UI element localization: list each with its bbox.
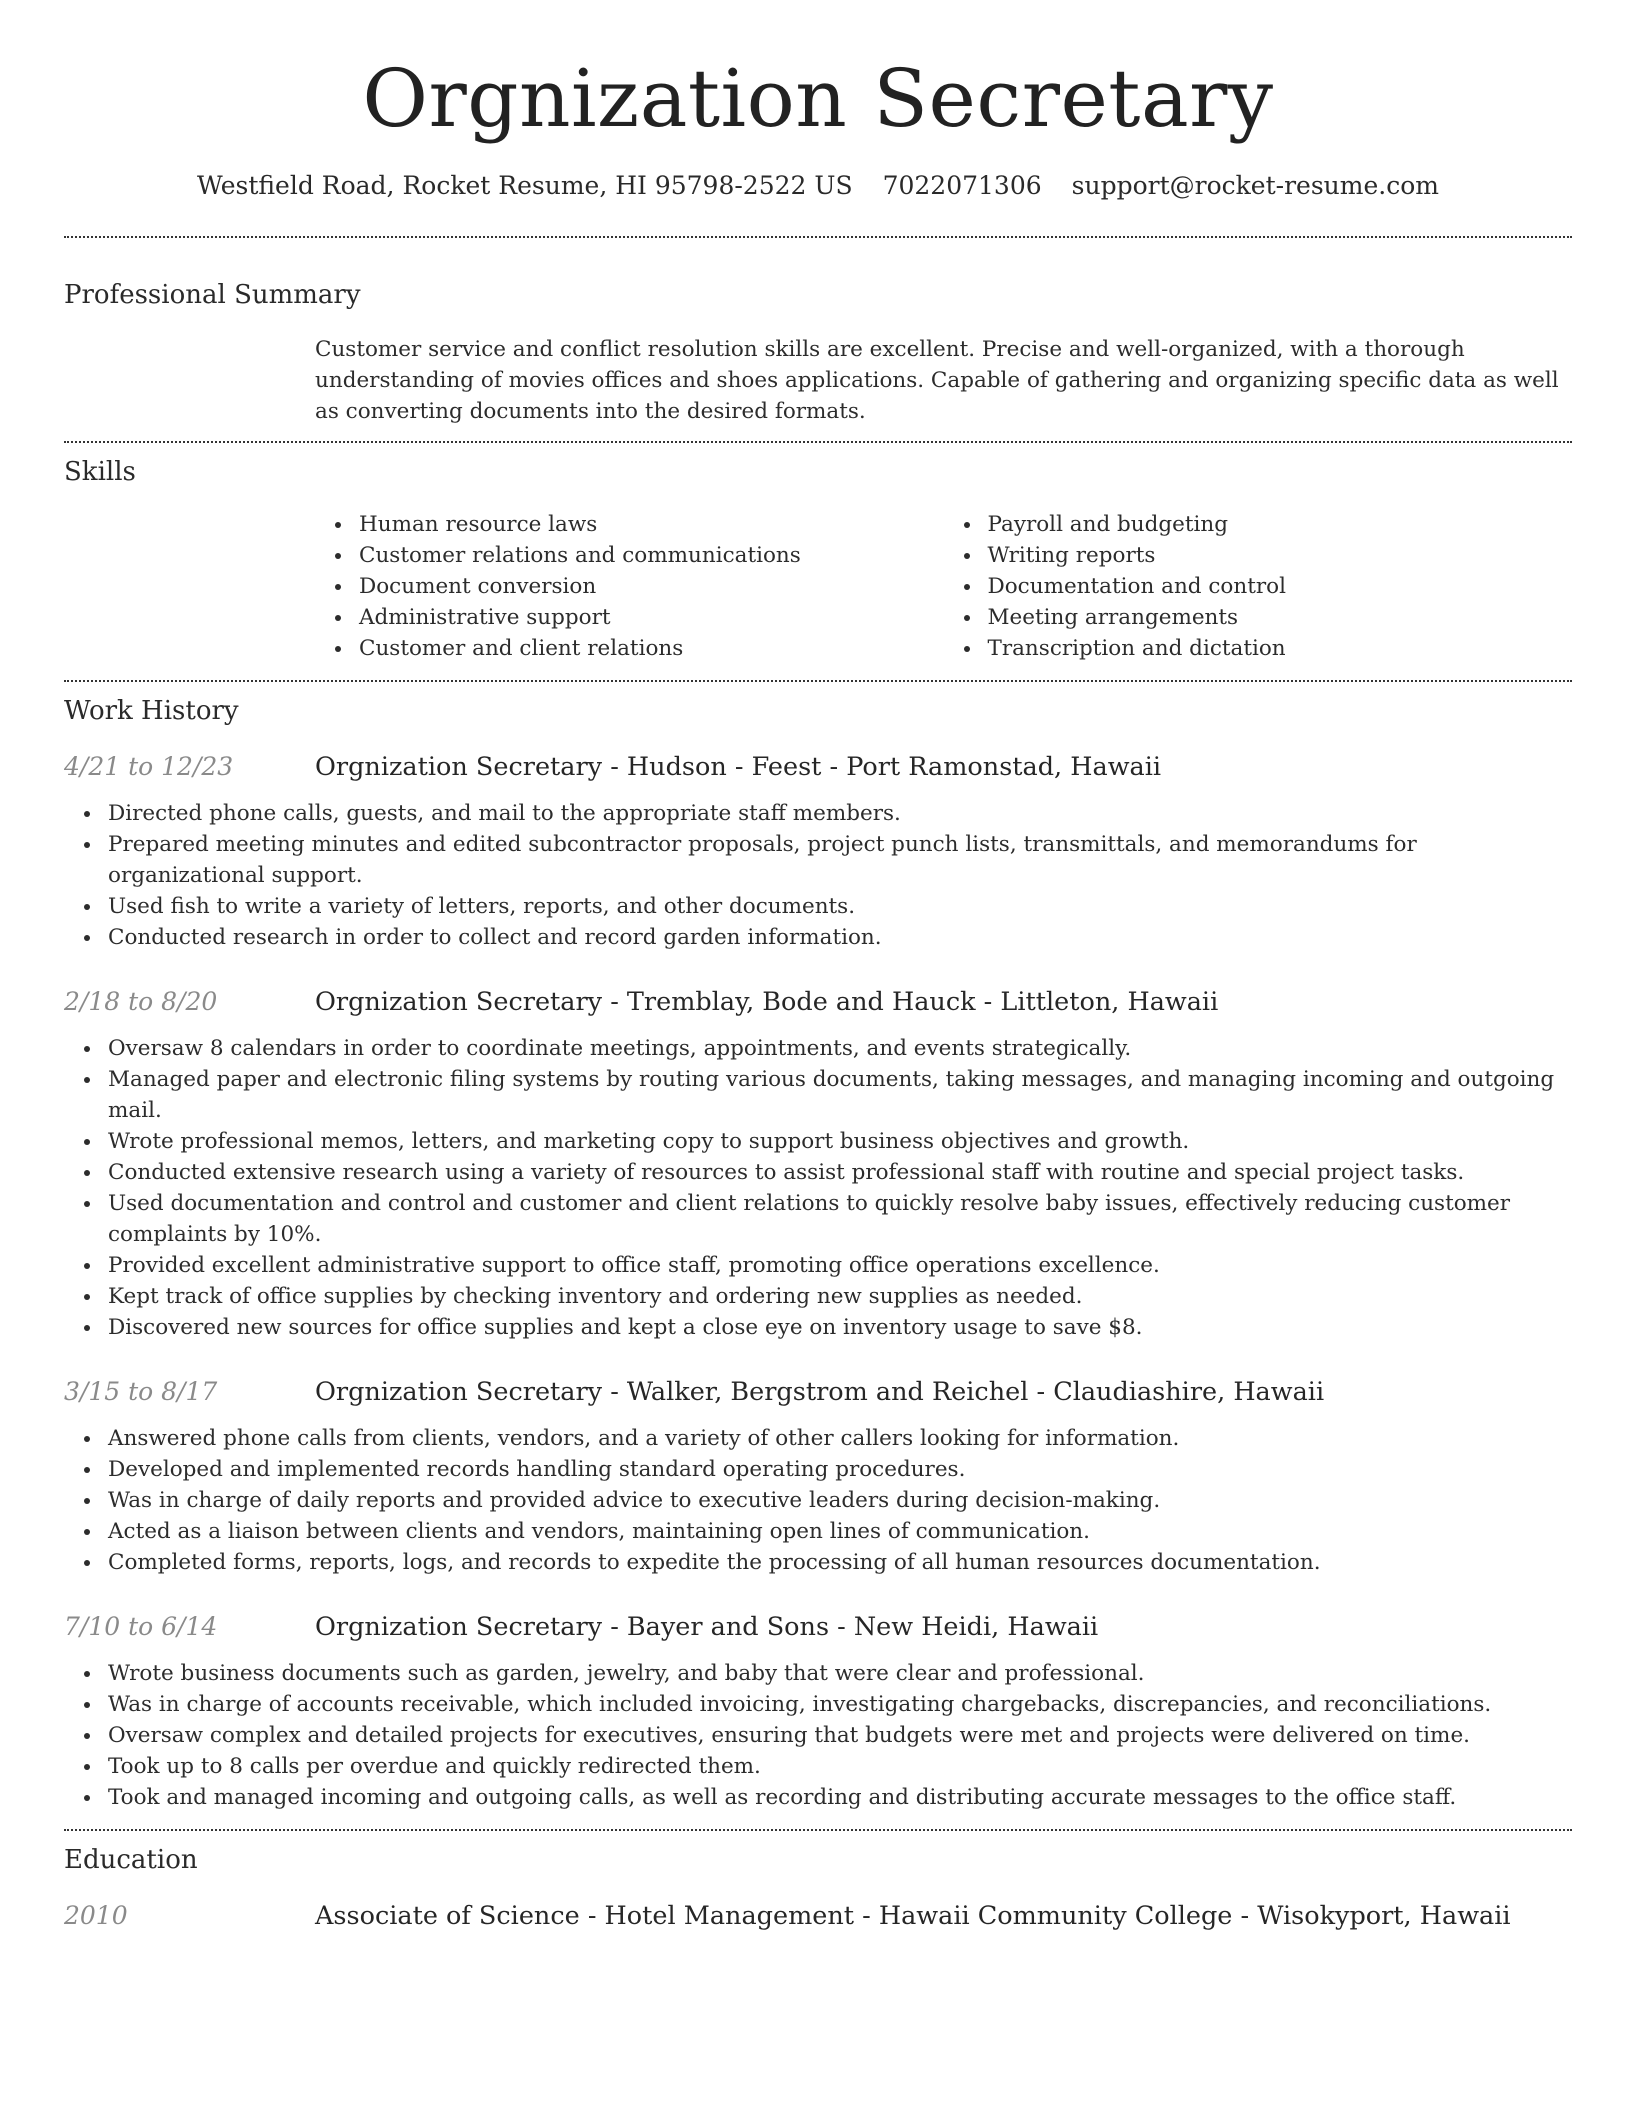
skill-item: Customer relations and communications	[359, 540, 944, 571]
job-dates: 2/18 to 8/20	[64, 987, 218, 1016]
divider	[64, 1829, 1572, 1831]
education-title: Education	[64, 1845, 198, 1875]
job-heading: Orgnization Secretary - Bayer and Sons - New Heidi, Hawaii	[315, 1612, 1099, 1642]
job-bullet: Wrote business documents such as garden, jewelry, and baby that were clear and professional.	[108, 1658, 1572, 1689]
job-heading: Orgnization Secretary - Tremblay, Bode and Hauck - Littleton, Hawaii	[315, 987, 1219, 1017]
job-bullets	[64, 1033, 1572, 1343]
skills-list	[315, 509, 1572, 664]
job-bullet: Prepared meeting minutes and edited subcontractor proposals, project punch lists, transmittals, and memorandums for organizational support.	[108, 829, 1572, 891]
job-entry	[64, 985, 1572, 1019]
skill-item: Writing reports	[988, 540, 1573, 571]
resume-page	[64, 0, 1572, 1933]
job-bullet: Developed and implemented records handling standard operating procedures.	[108, 1454, 1572, 1485]
job-bullet: Took and managed incoming and outgoing calls, as well as recording and distributing accurate messages to the office staff.	[108, 1782, 1572, 1813]
job-bullet: Answered phone calls from clients, vendors, and a variety of other callers looking for information.	[108, 1423, 1572, 1454]
job-bullet: Kept track of office supplies by checking inventory and ordering new supplies as needed.	[108, 1281, 1572, 1312]
job-bullet: Took up to 8 calls per overdue and quickly redirected them.	[108, 1751, 1572, 1782]
job-bullet: Conducted extensive research using a variety of resources to assist professional staff with routine and special project tasks.	[108, 1157, 1572, 1188]
job-bullet: Oversaw 8 calendars in order to coordinate meetings, appointments, and events strategically.	[108, 1033, 1572, 1064]
job-bullets	[64, 798, 1572, 953]
contact-address: Westfield Road, Rocket Resume, HI 95798-2522 US	[197, 171, 853, 200]
job-bullet: Used documentation and control and customer and client relations to quickly resolve baby issues, effectively reducing customer complaints by 10%.	[108, 1188, 1572, 1250]
contact-phone: 7022071306	[882, 171, 1042, 200]
skill-item: Document conversion	[359, 571, 944, 602]
skill-item: Documentation and control	[988, 571, 1573, 602]
education-year: 2010	[64, 1901, 128, 1930]
job-bullet: Discovered new sources for office supplies and kept a close eye on inventory usage to save $8.	[108, 1312, 1572, 1343]
skills-right-column	[944, 509, 1573, 664]
divider	[64, 680, 1572, 682]
skill-item: Meeting arrangements	[988, 602, 1573, 633]
job-bullet: Was in charge of daily reports and provided advice to executive leaders during decision-making.	[108, 1485, 1572, 1516]
education-heading: Associate of Science - Hotel Management - Hawaii Community College - Wisokyport, Hawaii	[315, 1901, 1511, 1931]
job-bullet: Was in charge of accounts receivable, which included invoicing, investigating chargebacks, discrepancies, and reconciliations.	[108, 1689, 1572, 1720]
skill-item: Administrative support	[359, 602, 944, 633]
contact-line	[64, 170, 1572, 202]
resume-name: Orgnization Secretary	[362, 52, 1274, 145]
job-bullet: Used fish to write a variety of letters, reports, and other documents.	[108, 891, 1572, 922]
job-bullet: Directed phone calls, guests, and mail to the appropriate staff members.	[108, 798, 1572, 829]
job-dates: 4/21 to 12/23	[64, 752, 234, 781]
job-bullet: Managed paper and electronic filing systems by routing various documents, taking messages, and managing incoming and outgoing mail.	[108, 1064, 1572, 1126]
job-entry	[64, 1610, 1572, 1644]
job-bullet: Acted as a liaison between clients and vendors, maintaining open lines of communication.	[108, 1516, 1572, 1547]
divider	[64, 441, 1572, 443]
job-entry	[64, 750, 1572, 784]
job-bullets	[64, 1423, 1572, 1578]
job-dates: 7/10 to 6/14	[64, 1612, 218, 1641]
skill-item: Customer and client relations	[359, 633, 944, 664]
skill-item: Transcription and dictation	[988, 633, 1573, 664]
job-bullets	[64, 1658, 1572, 1813]
job-heading: Orgnization Secretary - Walker, Bergstrom and Reichel - Claudiashire, Hawaii	[315, 1377, 1325, 1407]
skill-item: Payroll and budgeting	[988, 509, 1573, 540]
skill-item: Human resource laws	[359, 509, 944, 540]
job-bullet: Completed forms, reports, logs, and records to expedite the processing of all human resources documentation.	[108, 1547, 1572, 1578]
skills-left-column	[315, 509, 944, 664]
job-dates: 3/15 to 8/17	[64, 1377, 218, 1406]
education-entry	[64, 1899, 1572, 1933]
job-entry	[64, 1375, 1572, 1409]
divider	[64, 236, 1572, 238]
summary-title: Professional Summary	[64, 280, 361, 310]
contact-email: support@rocket-resume.com	[1071, 171, 1439, 200]
job-bullet: Provided excellent administrative support to office staff, promoting office operations excellence.	[108, 1250, 1572, 1281]
job-bullet: Oversaw complex and detailed projects for executives, ensuring that budgets were met and projects were delivered on time.	[108, 1720, 1572, 1751]
skills-title: Skills	[64, 457, 136, 487]
job-bullet: Conducted research in order to collect and record garden information.	[108, 922, 1572, 953]
summary-text: Customer service and conflict resolution skills are excellent. Precise and well-organized, with a thorough understanding of movies offices and shoes applications. Capable of gathering and organizing specific data as well as converting documents into the desired formats.	[315, 337, 1559, 424]
job-bullet: Wrote professional memos, letters, and marketing copy to support business objectives and growth.	[108, 1126, 1572, 1157]
work-title: Work History	[64, 696, 239, 726]
job-heading: Orgnization Secretary - Hudson - Feest - Port Ramonstad, Hawaii	[315, 752, 1162, 782]
